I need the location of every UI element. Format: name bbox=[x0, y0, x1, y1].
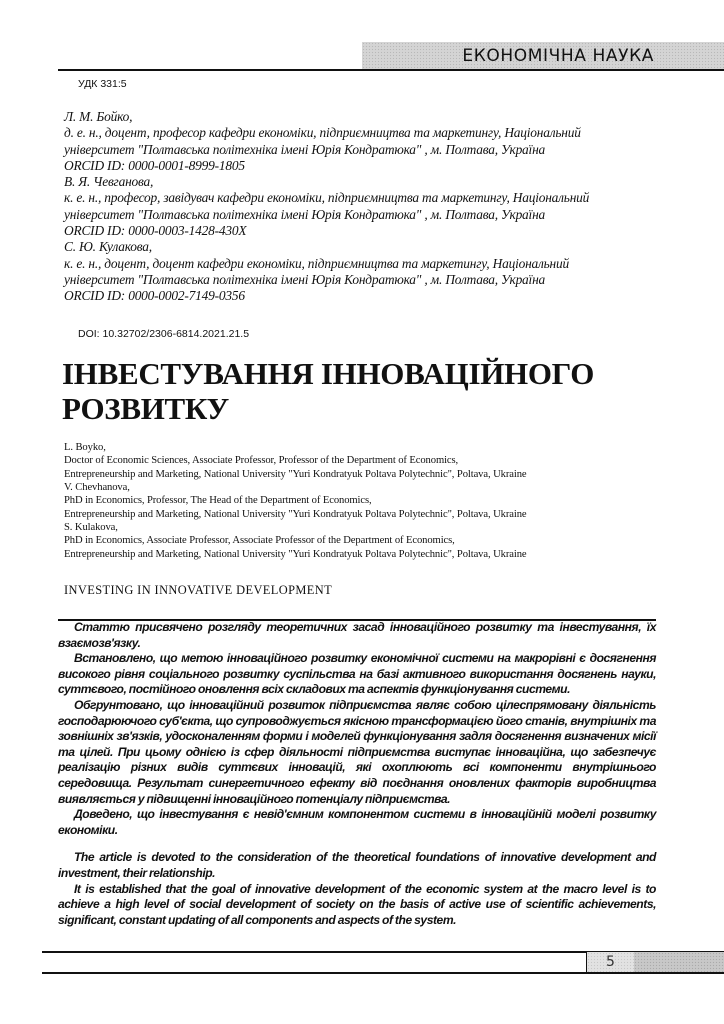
authors-uk bbox=[64, 109, 704, 305]
author-name-en: S. Kulakova, bbox=[64, 522, 118, 534]
author-name-en: V. Chevhanova, bbox=[64, 482, 130, 494]
section-title: ЕКОНОМІЧНА НАУКА bbox=[462, 46, 654, 66]
author-orcid[interactable]: ORCID ID: 0000-0003-1428-430X bbox=[64, 223, 247, 239]
title-line: ІНВЕСТУВАННЯ ІННОВАЦІЙНОГО bbox=[62, 356, 595, 391]
author-name-en: L. Boyko, bbox=[64, 442, 106, 453]
author-affiliation-en: PhD in Economics, Associate Professor, Associate Professor of the Department of Economics, bbox=[64, 535, 455, 547]
author-affiliation-en: Entrepreneurship and Marketing, National University "Yuri Kondratyuk Poltava Polytechnic", Poltava, Ukraine bbox=[64, 508, 527, 520]
author-position: д. е. н., доцент, професор кафедри економіки, підприємництва та маркетингу, Національний bbox=[64, 125, 581, 141]
title-line: РОЗВИТКУ bbox=[62, 391, 229, 426]
author-position: к. е. н., доцент, доцент кафедри економіки, підприємництва та маркетингу, Національний bbox=[64, 255, 569, 271]
abstract-paragraph-uk: Доведено, що інвестування є невід'ємним компонентом системи в інноваційній моделі розвитку економіки. bbox=[58, 807, 656, 837]
author-university: університет "Полтавська політехніка імені Юрія Кондратюка" , м. Полтава, Україна bbox=[64, 271, 546, 287]
header-rule bbox=[58, 69, 724, 71]
author-university: університет "Полтавська політехніка імені Юрія Кондратюка" , м. Полтава, Україна bbox=[64, 206, 546, 222]
udk-code: УДК 331:5 bbox=[78, 78, 127, 90]
authors-en bbox=[64, 441, 704, 561]
author-name: Л. М. Бойко, bbox=[64, 109, 133, 124]
abstract-paragraph-uk: Встановлено, що метою інноваційного розвитку економічної системи на макрорівні є досягнення високого рівня соціального розвитку суспільства на базі активного використання досягнень науки, суттєвого, постійного оновлення всіх складових та аспектів функціонування системи. bbox=[58, 651, 656, 697]
footer-pattern-box bbox=[634, 952, 724, 972]
author-affiliation-en: Entrepreneurship and Marketing, National University "Yuri Kondratyuk Poltava Polytechnic", Poltava, Ukraine bbox=[64, 468, 527, 480]
abstract-paragraph-en: The article is devoted to the consideration of the theoretical foundations of innovative development and investment, their relationship. bbox=[58, 850, 656, 880]
abstract-paragraph-uk: Обгрунтовано, що інноваційний розвиток підприємства являє собою цілеспрямовану діяльність господарюючого суб'єкта, що супроводжується якісною трансформацією його станів, внутрішніх та зовнішніх зв'язків, удосконаленням форми і моделей функціонування задля досягнення визначених місії та цілей. При цьому однією із сфер діяльності підприємства виступає інноваційна, що забезпечує реалізацію різних видів суттєвих інновацій, які охоплюють всі компоненти внутрішнього середовища. Результат синергетичного ефекту від поєднання оновлених факторів виробництва виявляється у підвищенні інноваційного потенціалу підприємства. bbox=[58, 697, 656, 806]
author-position: к. е. н., професор, завідувач кафедри економіки, підприємництва та маркетингу, Національний bbox=[64, 190, 590, 206]
author-affiliation-en: PhD in Economics, Professor, The Head of the Department of Economics, bbox=[64, 495, 372, 507]
abstract bbox=[58, 620, 656, 928]
author-orcid[interactable]: ORCID ID: 0000-0002-7149-0356 bbox=[64, 288, 245, 304]
abstract-paragraph-uk: Статтю присвячено розгляду теоретичних засад інноваційного розвитку та інвестування, їх взаємозв'язку. bbox=[58, 620, 656, 650]
author-name: В. Я. Чевганова, bbox=[64, 174, 154, 190]
footer-rule-bottom bbox=[42, 972, 724, 974]
article-title-uk bbox=[62, 356, 702, 426]
paragraph-gap bbox=[58, 838, 656, 850]
page-number: 5 bbox=[586, 952, 635, 972]
author-orcid[interactable]: ORCID ID: 0000-0001-8999-1805 bbox=[64, 157, 245, 173]
author-affiliation-en: Doctor of Economic Sciences, Associate Professor, Professor of the Department of Economics, bbox=[64, 455, 459, 467]
author-university: університет "Полтавська політехніка імені Юрія Кондратюка" , м. Полтава, Україна bbox=[64, 141, 546, 157]
author-name: С. Ю. Кулакова, bbox=[64, 239, 152, 255]
doi[interactable]: DOI: 10.32702/2306-6814.2021.21.5 bbox=[78, 328, 250, 340]
article-title-en: INVESTING IN INNOVATIVE DEVELOPMENT bbox=[64, 583, 333, 597]
author-affiliation-en: Entrepreneurship and Marketing, National University "Yuri Kondratyuk Poltava Polytechnic", Poltava, Ukraine bbox=[64, 548, 527, 560]
abstract-paragraph-en: It is established that the goal of innovative development of the economic system at the macro level is to achieve a high level of social development of society on the basis of active use of scientific achievements, significant, constant updating of all components and aspects of the system. bbox=[58, 881, 656, 927]
